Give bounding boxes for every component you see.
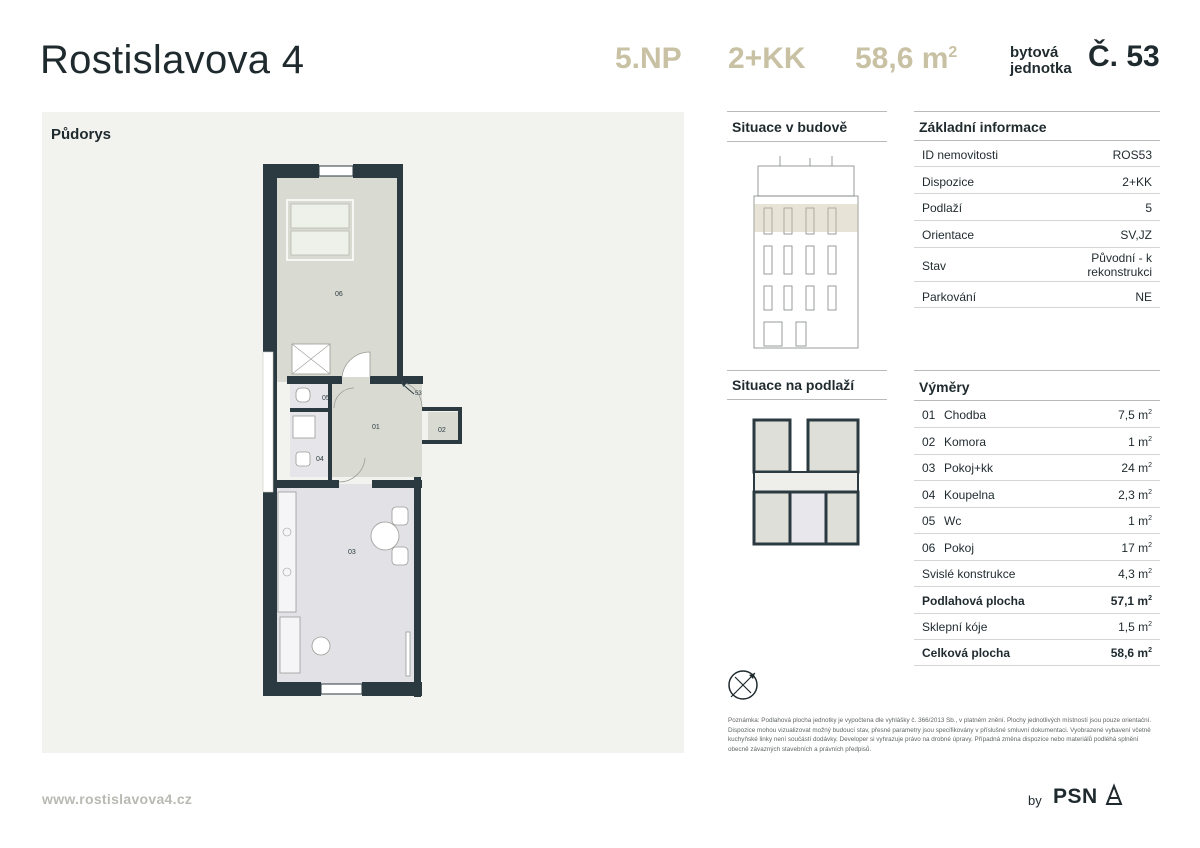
psn-logo: PSN: [1053, 785, 1098, 808]
entry-label: 53: [415, 391, 422, 397]
floor-situation-title: Situace na podlaží: [732, 377, 855, 393]
disclaimer-note: Poznámka: Podlahová plocha jednotky je vypočtena dle vyhlášky č. 366/2013 Sb., v platném znění. Plochy jednotlivých místností jsou pouze orientační. Dispozice mohou vizualizovat možný budoucí stav, přesné parametry jsou specifikovány v příslušné smluvní dokumentaci. Vyobrazené vybavení včetně kuchyňské linky není součástí dodávky. Developer si vyhrazuje právo na drobné úpravy. Případná změna dispozice nebo materiálů podléhá splnění obecně závazných stavebních a právních předpisů.: [728, 717, 1152, 753]
divider: [914, 370, 1160, 371]
compass-icon: [726, 668, 760, 702]
floor-label: 5.NP: [615, 42, 682, 75]
area-row-floor-total: Podlahová plocha 57,1 $m^2$: [914, 587, 1160, 614]
area-row: 02 Komora 1 $m^2$: [914, 428, 1160, 455]
highlighted-floor: [754, 204, 858, 232]
area-row: 03 Pokoj+kk 24 $m^2$: [914, 454, 1160, 481]
room-04-label: 04: [316, 456, 324, 463]
unit-type-label: bytová jednotka: [1010, 44, 1072, 77]
info-label: ID nemovitosti: [922, 148, 999, 162]
floor-plan-panel: [42, 112, 684, 753]
divider: [727, 141, 887, 142]
area-row: 06 Pokoj 17 $m^2$: [914, 534, 1160, 561]
project-title: Rostislavova 4: [40, 38, 305, 82]
layout-label: 2+KK: [728, 42, 806, 75]
areas-title: Výměry: [919, 379, 970, 395]
floor-situation-drawing: [752, 416, 862, 548]
info-value: NE: [1135, 290, 1152, 304]
building-situation-title: Situace v budově: [732, 119, 848, 135]
info-value: 2+KK: [1122, 175, 1152, 189]
area-row: 05 Wc 1 $m^2$: [914, 507, 1160, 534]
info-row: [914, 167, 1160, 194]
room-01-label: 01: [372, 424, 380, 431]
info-label: Parkování: [922, 290, 977, 304]
room-06-label: 06: [335, 291, 343, 298]
area-row: 01 Chodba 7,5 $m^2$: [914, 401, 1160, 428]
room-05-label: 05: [322, 395, 330, 402]
info-label: Dispozice: [922, 175, 975, 189]
info-label: Stav: [922, 259, 947, 273]
info-value: SV,JZ: [1120, 228, 1152, 242]
website-link[interactable]: www.rostislavova4.cz: [42, 791, 193, 807]
divider: [727, 370, 887, 371]
area-row-total: Celková plocha 58,6 $m^2$: [914, 639, 1160, 666]
info-row: [914, 194, 1160, 221]
area-label: 58,6 $m^2$: [855, 42, 958, 75]
divider: [914, 111, 1160, 112]
floor-plan-title: Půdorys: [51, 126, 112, 143]
info-value: 5: [1145, 201, 1152, 215]
info-label: Podlaží: [922, 201, 963, 215]
room-02-floor: [428, 412, 458, 440]
info-row: [914, 248, 1160, 282]
info-value: ROS53: [1112, 148, 1152, 162]
room-03-label: 03: [348, 549, 356, 556]
info-row: [914, 221, 1160, 248]
area-row-cellar: Sklepní kóje 1,5 $m^2$: [914, 613, 1160, 640]
unit-number: Č. 53: [1088, 40, 1160, 73]
info-label: Orientace: [922, 228, 975, 242]
info-value: Původní - k rekonstrukci: [1087, 251, 1152, 279]
divider: [727, 399, 887, 400]
psn-logo-mark-icon: [1103, 782, 1125, 806]
floor-plan-drawing: [42, 112, 684, 753]
by-label: by: [1028, 793, 1042, 808]
info-row: [914, 282, 1160, 308]
building-facade-drawing: [750, 152, 862, 350]
area-row: 04 Koupelna 2,3 $m^2$: [914, 481, 1160, 508]
basic-info-title: Základní informace: [919, 119, 1047, 135]
room-02-label: 02: [438, 427, 446, 434]
divider: [727, 111, 887, 112]
info-row: [914, 141, 1160, 167]
area-row-structures: Svislé konstrukce 4,3 $m^2$: [914, 560, 1160, 587]
